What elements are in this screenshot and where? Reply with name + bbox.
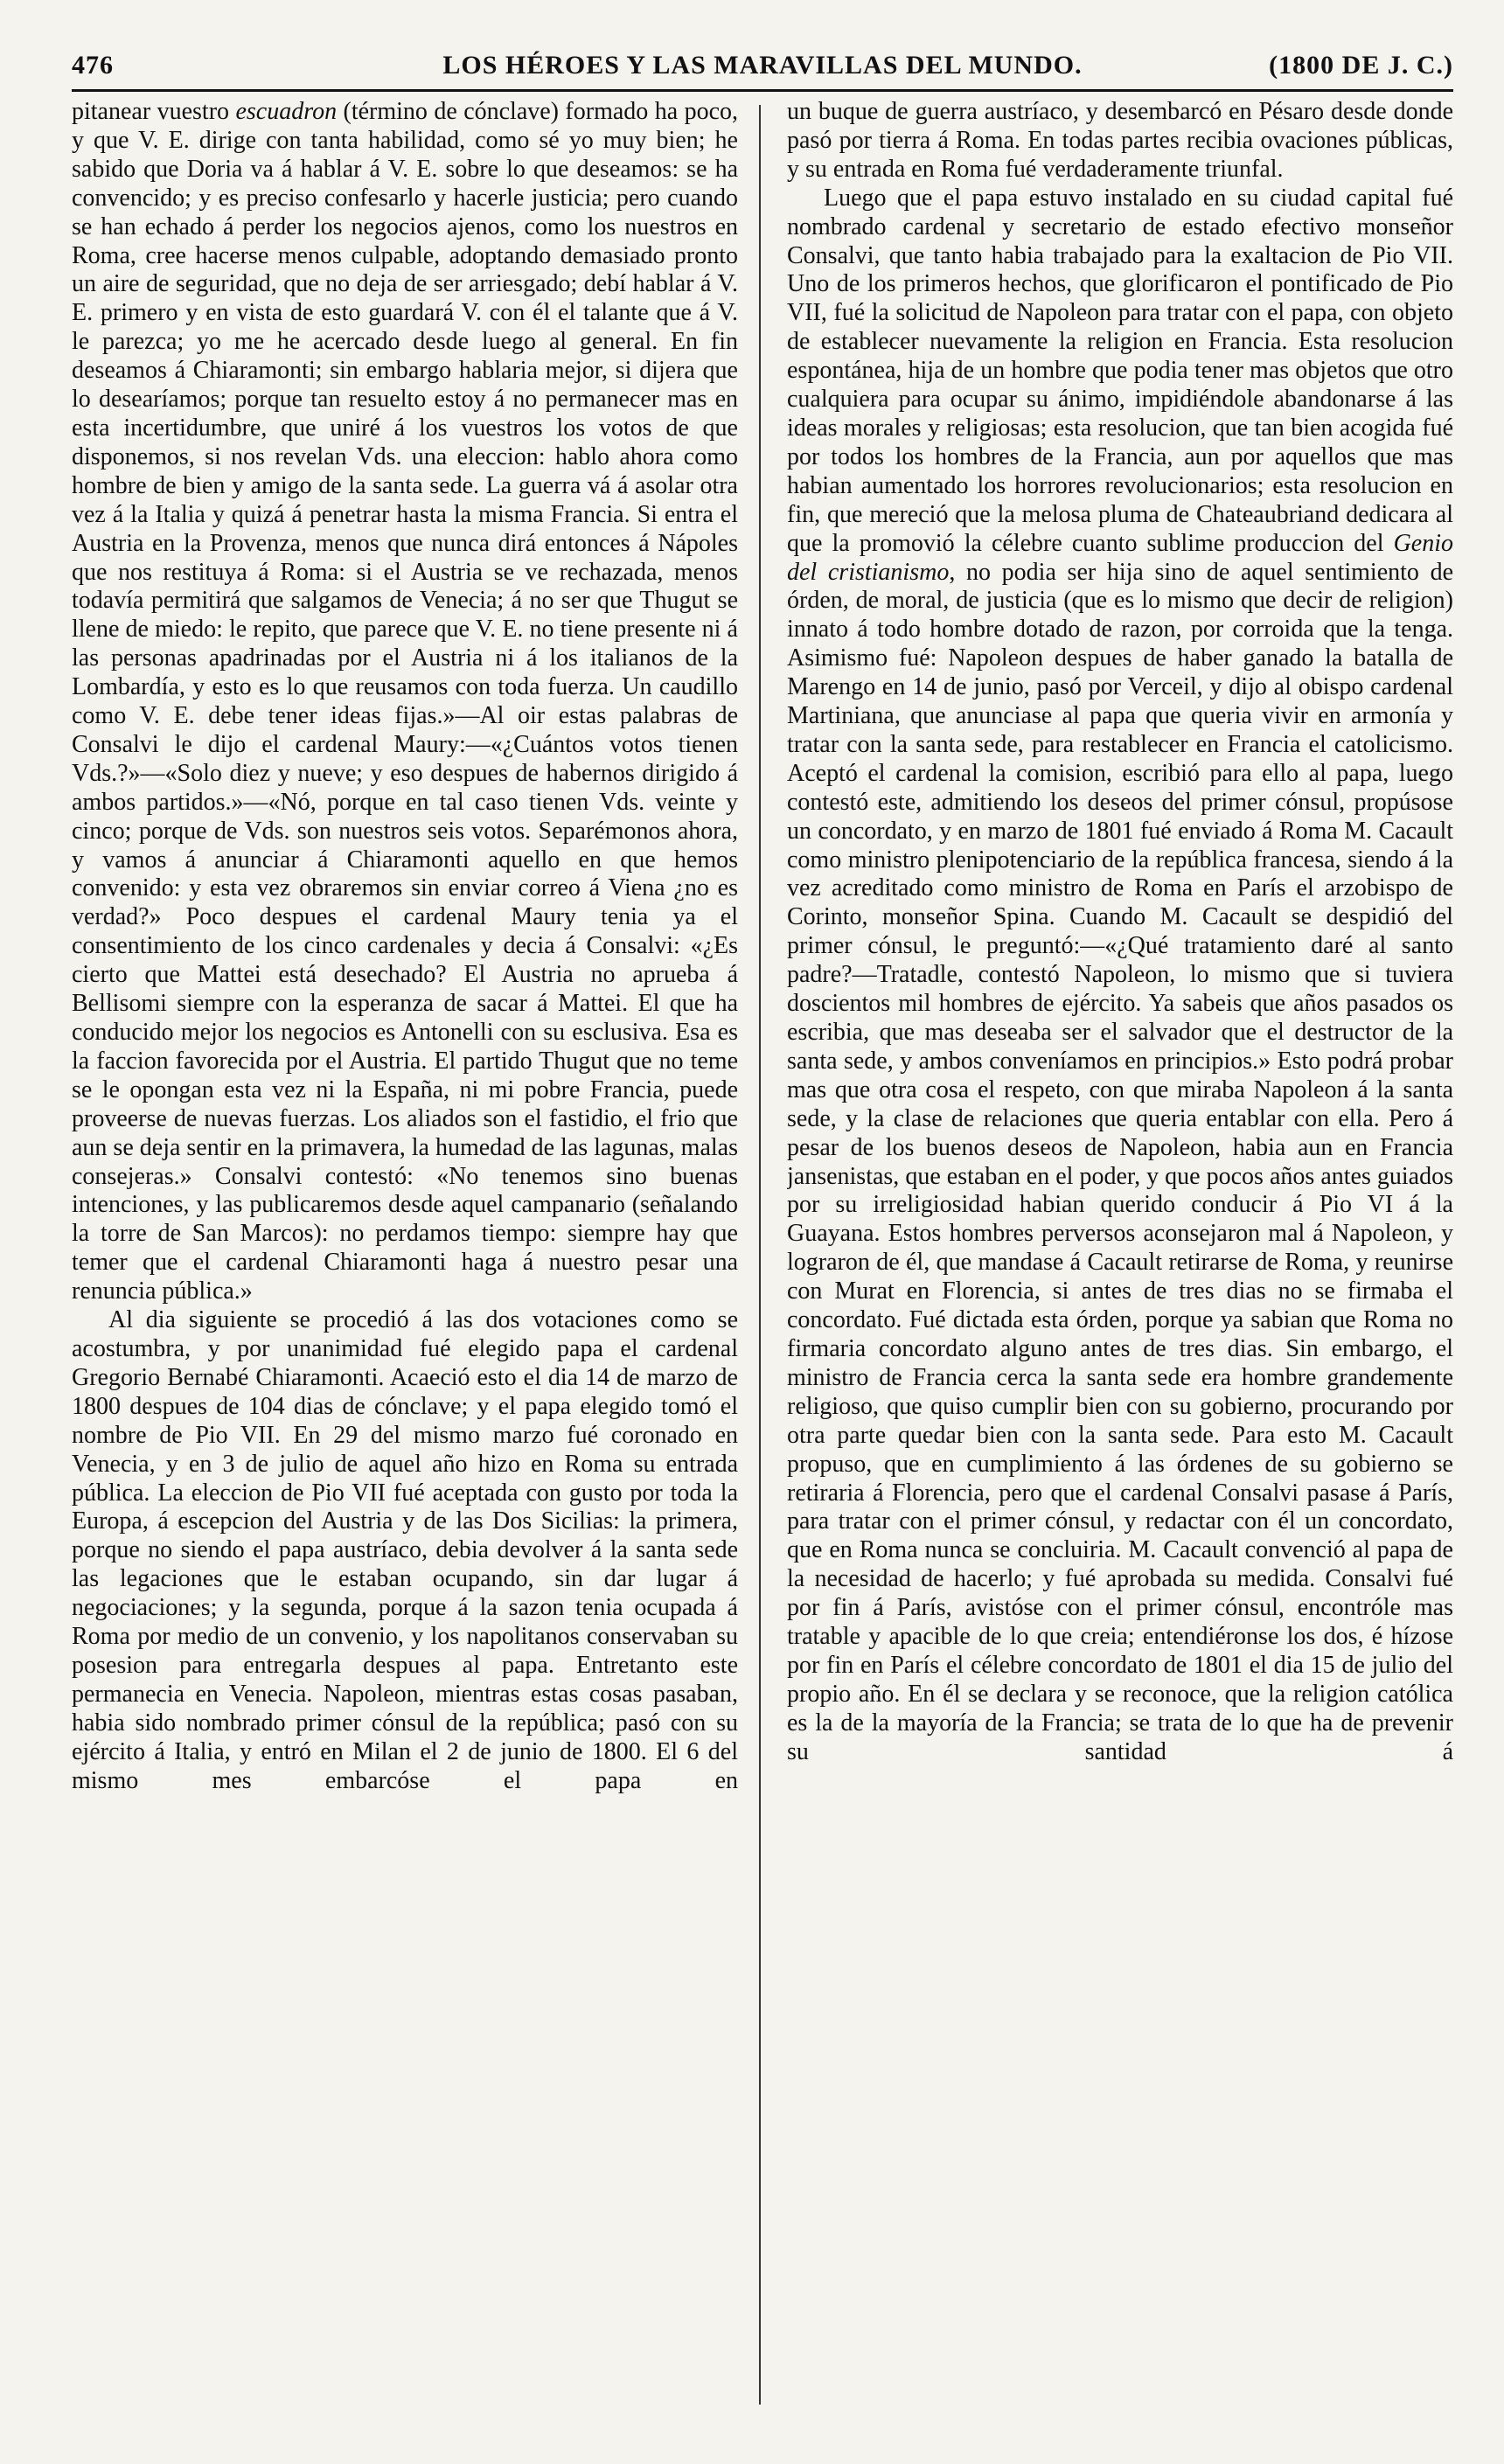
column-divider [759,105,761,2405]
page-number: 476 [72,51,114,80]
text-run: (término de cónclave) formado ha poco, y que V. E. dirige con tanta habilidad, como sé yo muy bien; he sabido que Doria va á hablar á V. E. sobre lo que deseamos: se ha convencido; y es preciso confesarlo y hacerle justicia; pero cuando se han echado á perder los negocios ajenos, como los nuestros en Roma, cree hacerse menos culpable, adoptando demasiado pronto un aire de seguridad, que no deja de ser arriesgado; debí hablar á V. E. primero y en vista de esto guardará V. con él el talante que á V. le parezca; yo me he acercado desde luego al general. En fin deseamos á Chiaramonti; sin embargo hablaria mejor, si dijera que lo desearíamos; porque tan resuelto estoy á no permanecer mas en esta incertidumbre, que uniré á los vuestros los votos de que disponemos, si nos revelan Vds. una eleccion: hablo ahora como hombre de bien y amigo de la santa sede. La guerra vá á asolar otra vez á la Italia y quizá á penetrar hasta la misma Francia. Si entra el Austria en la Provenza, menos que nunca dirá entonces á Nápoles que nos restituya á Roma: si el Austria se ve rechazada, menos todavía permitirá que salgamos de Venecia; á no ser que Thugut se llene de miedo: le repito, que parece que V. E. no tiene presente ni á las personas apadrinadas por el Austria ni á los italianos de la Lombardía, y esto es lo que reusamos con toda fuerza. Un caudillo como V. E. debe tener ideas fijas.»—Al oir estas palabras de Consalvi le dijo el cardenal Maury:—«¿Cuántos votos tienen Vds.?»—«Solo diez y nueve; y eso despues de habernos dirigido á ambos partidos.»—«Nó, porque en tal caso tienen Vds. veinte y cinco; porque de Vds. son nuestros seis votos. Separémonos ahora, y vamos á anunciar á Chiaramonti aquello en que hemos convenido: y esta vez obraremos sin enviar correo á Viena ¿no es verdad?» Poco despues el cardenal Maury tenia ya el consentimiento de los cinco cardenales y decia á Consalvi: «¿Es cierto que Mattei está desechado? El Austria no aprueba á Bellisomi siempre con la esperanza de sacar á Mattei. El que ha conducido mejor los negocios es Antonelli con su esclusiva. Esa es la faccion favorecida por el Austria. El partido Thugut que no teme se le opongan esta vez ni la España, ni mi pobre Francia, puede proveerse de nuevas fuerzas. Los aliados son el fastidio, el frio que aun se deja sentir en la primavera, la humedad de las lagunas, malas consejeras.» Consalvi contestó: «No tenemos sino buenas intenciones, y las publicaremos desde aquel campanario (señalando la torre de San Marcos): no perdamos tiempo: siempre hay que temer que el cardenal Chiaramonti haga á nuestro pesar una renuncia pública.» [72,98,738,1305]
paragraph [787,184,1453,1767]
text-run: , no podia ser hija sino de aquel sentimiento de órden, de moral, de justicia (que es lo mismo que decir de religion) innato á todo hombre dotado de razon, por corroida que la tenga. Asimismo fué: Napoleon despues de haber ganado la batalla de Marengo en 14 de junio, pasó por Verceil, y dijo al obispo cardenal Martiniana, que anunciase al papa que queria vivir en armonía y tratar con la santa sede, para restablecer en Francia el catolicismo. Aceptó el cardenal la comision, escribió para ello al papa, luego contestó este, admitiendo los deseos del primer cónsul, propúsose un concordato, y en marzo de 1801 fué enviado á Roma M. Cacault como ministro plenipotenciario de la república francesa, siendo á la vez acreditado como ministro de Roma en París el arzobispo de Corinto, monseñor Spina. Cuando M. Cacault se despidió del primer cónsul, le preguntó:—«¿Qué tratamiento daré al santo padre?—Tratadle, contestó Napoleon, lo mismo que si tuviera doscientos mil hombres de ejército. Ya sabeis que años pasados os escribia, que mas deseaba ser el salvador que el destructor de la santa sede, y ambos conveníamos en principios.» Esto podrá probar mas que otra cosa el respeto, con que miraba Napoleon á la santa sede, y la clase de relaciones que queria entablar con ella. Pero á pesar de los buenos deseos de Napoleon, habia aun en Francia jansenistas, que estaban en el poder, y que pocos años antes guiados por su irreligiosidad habian querido conducir á Pio VI á la Guayana. Estos hombres perversos aconsejaron mal á Napoleon, y lograron de él, que mandase á Cacault retirarse de Roma, y reunirse con Murat en Florencia, si antes de tres dias no se firmaba el concordato. Fué dictada esta órden, porque ya sabian que Roma no firmaria concordato alguno antes de tres dias. Sin embargo, el ministro de Francia cerca la santa sede era hombre grandemente religioso, que quiso cumplir bien con su gobierno, procurando por otra parte quedar bien con la santa sede. Para esto M. Cacault propuso, que en cumplimiento á las órdenes de su gobierno se retiraria á Florencia, pero que el cardenal Consalvi pasase á París, para tratar con el primer cónsul, y redactar con él un concordato, que en Roma nunca se concluiria. M. Cacault convenció al papa de la necesidad de hacerlo; y fué aprobada su medida. Consalvi fué por fin á París, avistóse con el primer cónsul, encontróle mas tratable y apacible de lo que creia; entendiéronse los dos, é hízose por fin en París el célebre concordato de 1801 el dia 15 de julio del propio año. En él se declara y se reconoce, que la religion católica es la de la mayoría de la Francia; se trata de lo que ha de prevenir su santidad á [787,558,1453,1765]
paragraph [72,98,738,1306]
text-run: Luego que el papa estuvo instalado en su ciudad capital fué nombrado cardenal y secretario de estado efectivo monseñor Consalvi, que tanto habia trabajado para la exaltacion de Pio VII. Uno de los primeros hechos, que glorificaron el pontificado de Pio VII, fué la solicitud de Napoleon para tratar con el papa, con objeto de establecer nuevamente la religion en Francia. Esta resolucion espontánea, hija de un hombre que podia tener mas objetos que otro cualquiera para ocupar su ánimo, impidiéndole abandonarse á las ideas morales y religiosas; esta resolucion, que tan bien acogida fué por todos los hombres de la Francia, aun por aquellos que mas habian aumentado los horrores revolucionarios; esta resolucion en fin, que mereció que la melosa pluma de Chateaubriand dedicara al que la promovió la célebre cuanto sublime produccion del [787,184,1453,557]
year-note: (1800 DE J. C.) [1269,51,1453,80]
running-title: LOS HÉROES Y LAS MARAVILLAS DEL MUNDO. [442,51,1083,80]
paragraph: Al dia siguiente se procedió á las dos votaciones como se acostumbra, y por unanimidad fué elegido papa el cardenal Gregorio Bernabé Chiaramonti. Acaeció esto el dia 14 de marzo de 1800 despues de 104 dias de cónclave; y el papa elegido tomó el nombre de Pio VII. En 29 del mismo marzo fué coronado en Venecia, y en 3 de julio de aquel año hizo en Roma su entrada pública. La eleccion de Pio VII fué aceptada con gusto por toda la Europa, á escepcion del Austria y de las Dos Sicilias: la primera, porque no siendo el papa austríaco, debia devolver á la santa sede las legaciones que le estaban ocupando, sin dar lugar á negociaciones; y la segunda, porque á la sazon tenia ocupada á Roma por medio de un convenio, y los napolitanos conservaban su posesion para entregarla despues al papa. Entretanto este permanecia en Venecia. Napoleon, mientras estas cosas pasaban, habia sido nombrado primer cónsul de la república; pasó con su ejército á Italia, y entró en Milan el 2 de junio de 1800. El 6 del mismo mes embarcóse el papa en [72,1306,738,1794]
italic-title: Genio del cristianismo [787,529,1453,586]
running-header [72,45,1453,92]
paragraph: un buque de guerra austríaco, y desembarcó en Pésaro desde donde pasó por tierra á Roma. En todas partes recibia ovaciones públicas, y su entrada en Roma fué verdaderamente triunfal. [787,98,1453,183]
right-column [787,98,1453,2441]
italic-term: escuadron [235,98,338,125]
left-column [72,98,738,2415]
text-run: pitanear vuestro [72,98,236,125]
